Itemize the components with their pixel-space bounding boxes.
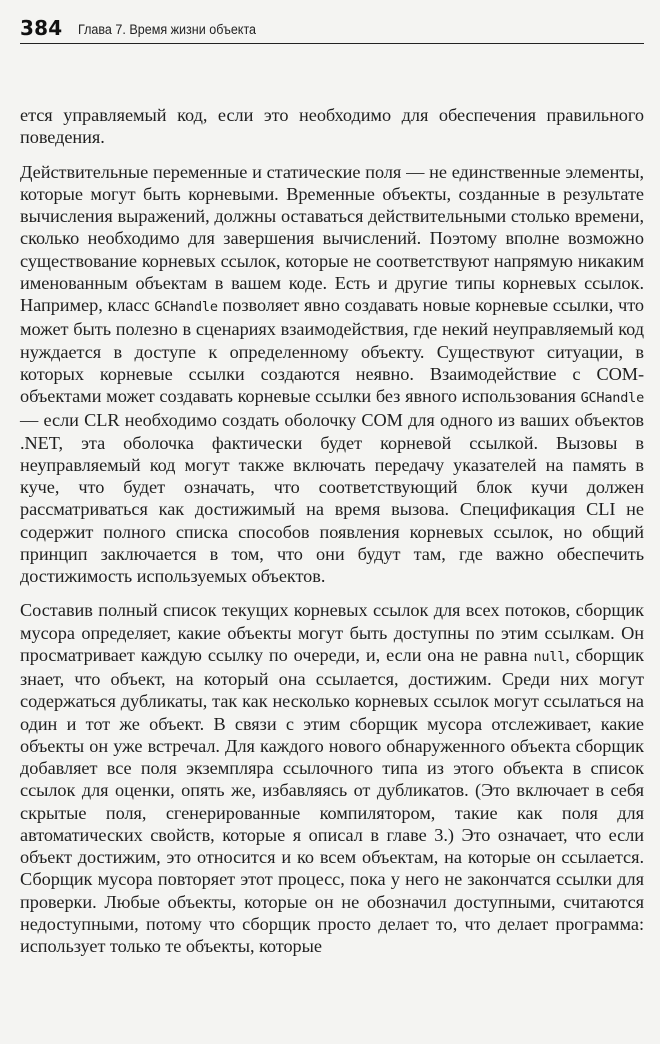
inline-code-gchandle: GCHandle	[154, 299, 218, 315]
paragraph-text: Действительные переменные и статические поля — не единственные элементы, которые могут быть корневыми. Временные объекты, созданные в результате вычисления выражений, должны оставаться действительными столько времени, сколько необходимо для завершения вычислений. Поэтому вполне возможно существование корневых ссылок, которые не соответствуют напрямую никаким именованным объектам в вашем коде. Есть и другие типы корневых ссылок. Например, класс	[20, 161, 644, 315]
paragraph-text: Составив полный список текущих корневых ссылок для всех потоков, сборщик мусора определяет, какие объекты могут быть доступны по этим ссылкам. Он просматривает каждую ссылку по очереди, и, если она не равна	[20, 600, 644, 665]
paragraph-continuation	[20, 104, 644, 149]
page-number: 384	[20, 16, 63, 40]
paragraph-text: — если CLR необходимо создать оболочку COM для одного из ваших объектов .NET, эта оболочка фактически будет корневой ссылкой. Вызовы в неуправляемый код могут также включать передачу указателей на память в куче, что будет означать, что соответствующий блок кучи должен рассматриваться как достижимый на время вызова. Спецификация CLI не содержит полного списка способов появления корневых ссылок, но общий принцип заключается в том, что они будут там, где важно обеспечить достижимость используемых объектов.	[20, 410, 644, 586]
paragraph-gc-traversal	[20, 599, 644, 957]
body-text	[20, 104, 644, 957]
paragraph-root-references	[20, 161, 644, 588]
paragraph-text: позволяет явно создавать новые корневые ссылки, что может быть полезно в сценариях взаимодействия, где некий неуправляемый код нуждается в доступе к определенному объекту. Существуют ситуации, в которых корневые ссылки создаются неявно. Взаимодействие с COM-объектами может создавать корневые ссылки без явного использования	[20, 295, 644, 406]
page-header	[20, 0, 644, 44]
paragraph-text: ется управляемый код, если это необходимо для обеспечения правильного поведения.	[20, 105, 644, 148]
inline-code-null: null	[533, 648, 566, 665]
chapter-title: Глава 7. Время жизни объекта	[78, 22, 257, 38]
paragraph-text: , сборщик знает, что объект, на который она ссылается, достижим. Среди них могут содержаться дубликаты, так как несколько корневых ссылок могут ссылаться на один и тот же объект. В связи с этим сборщик мусора отслеживает, какие объекты он уже встречал. Для каждого нового обнаруженного объекта сборщик добавляет все поля экземпляра ссылочного типа из этого объекта в список ссылок для оценки, опять же, избавляясь от дубликатов. (Это включает в себя скрытые поля, сгенерированные компилятором, такие как поля для автоматических свойств, которые я описал в главе 3.) Это означает, что если объект достижим, это относится и ко всем объектам, на которые он ссылается. Сборщик мусора повторяет этот процесс, пока у него не закончатся ссылки для проверки. Любые объекты, которые он не обозначил доступными, считаются недоступными, потому что сборщик просто делает то, что делает программа: использует только те объекты, которые	[20, 644, 644, 956]
inline-code-gchandle: GCHandle	[580, 390, 644, 406]
